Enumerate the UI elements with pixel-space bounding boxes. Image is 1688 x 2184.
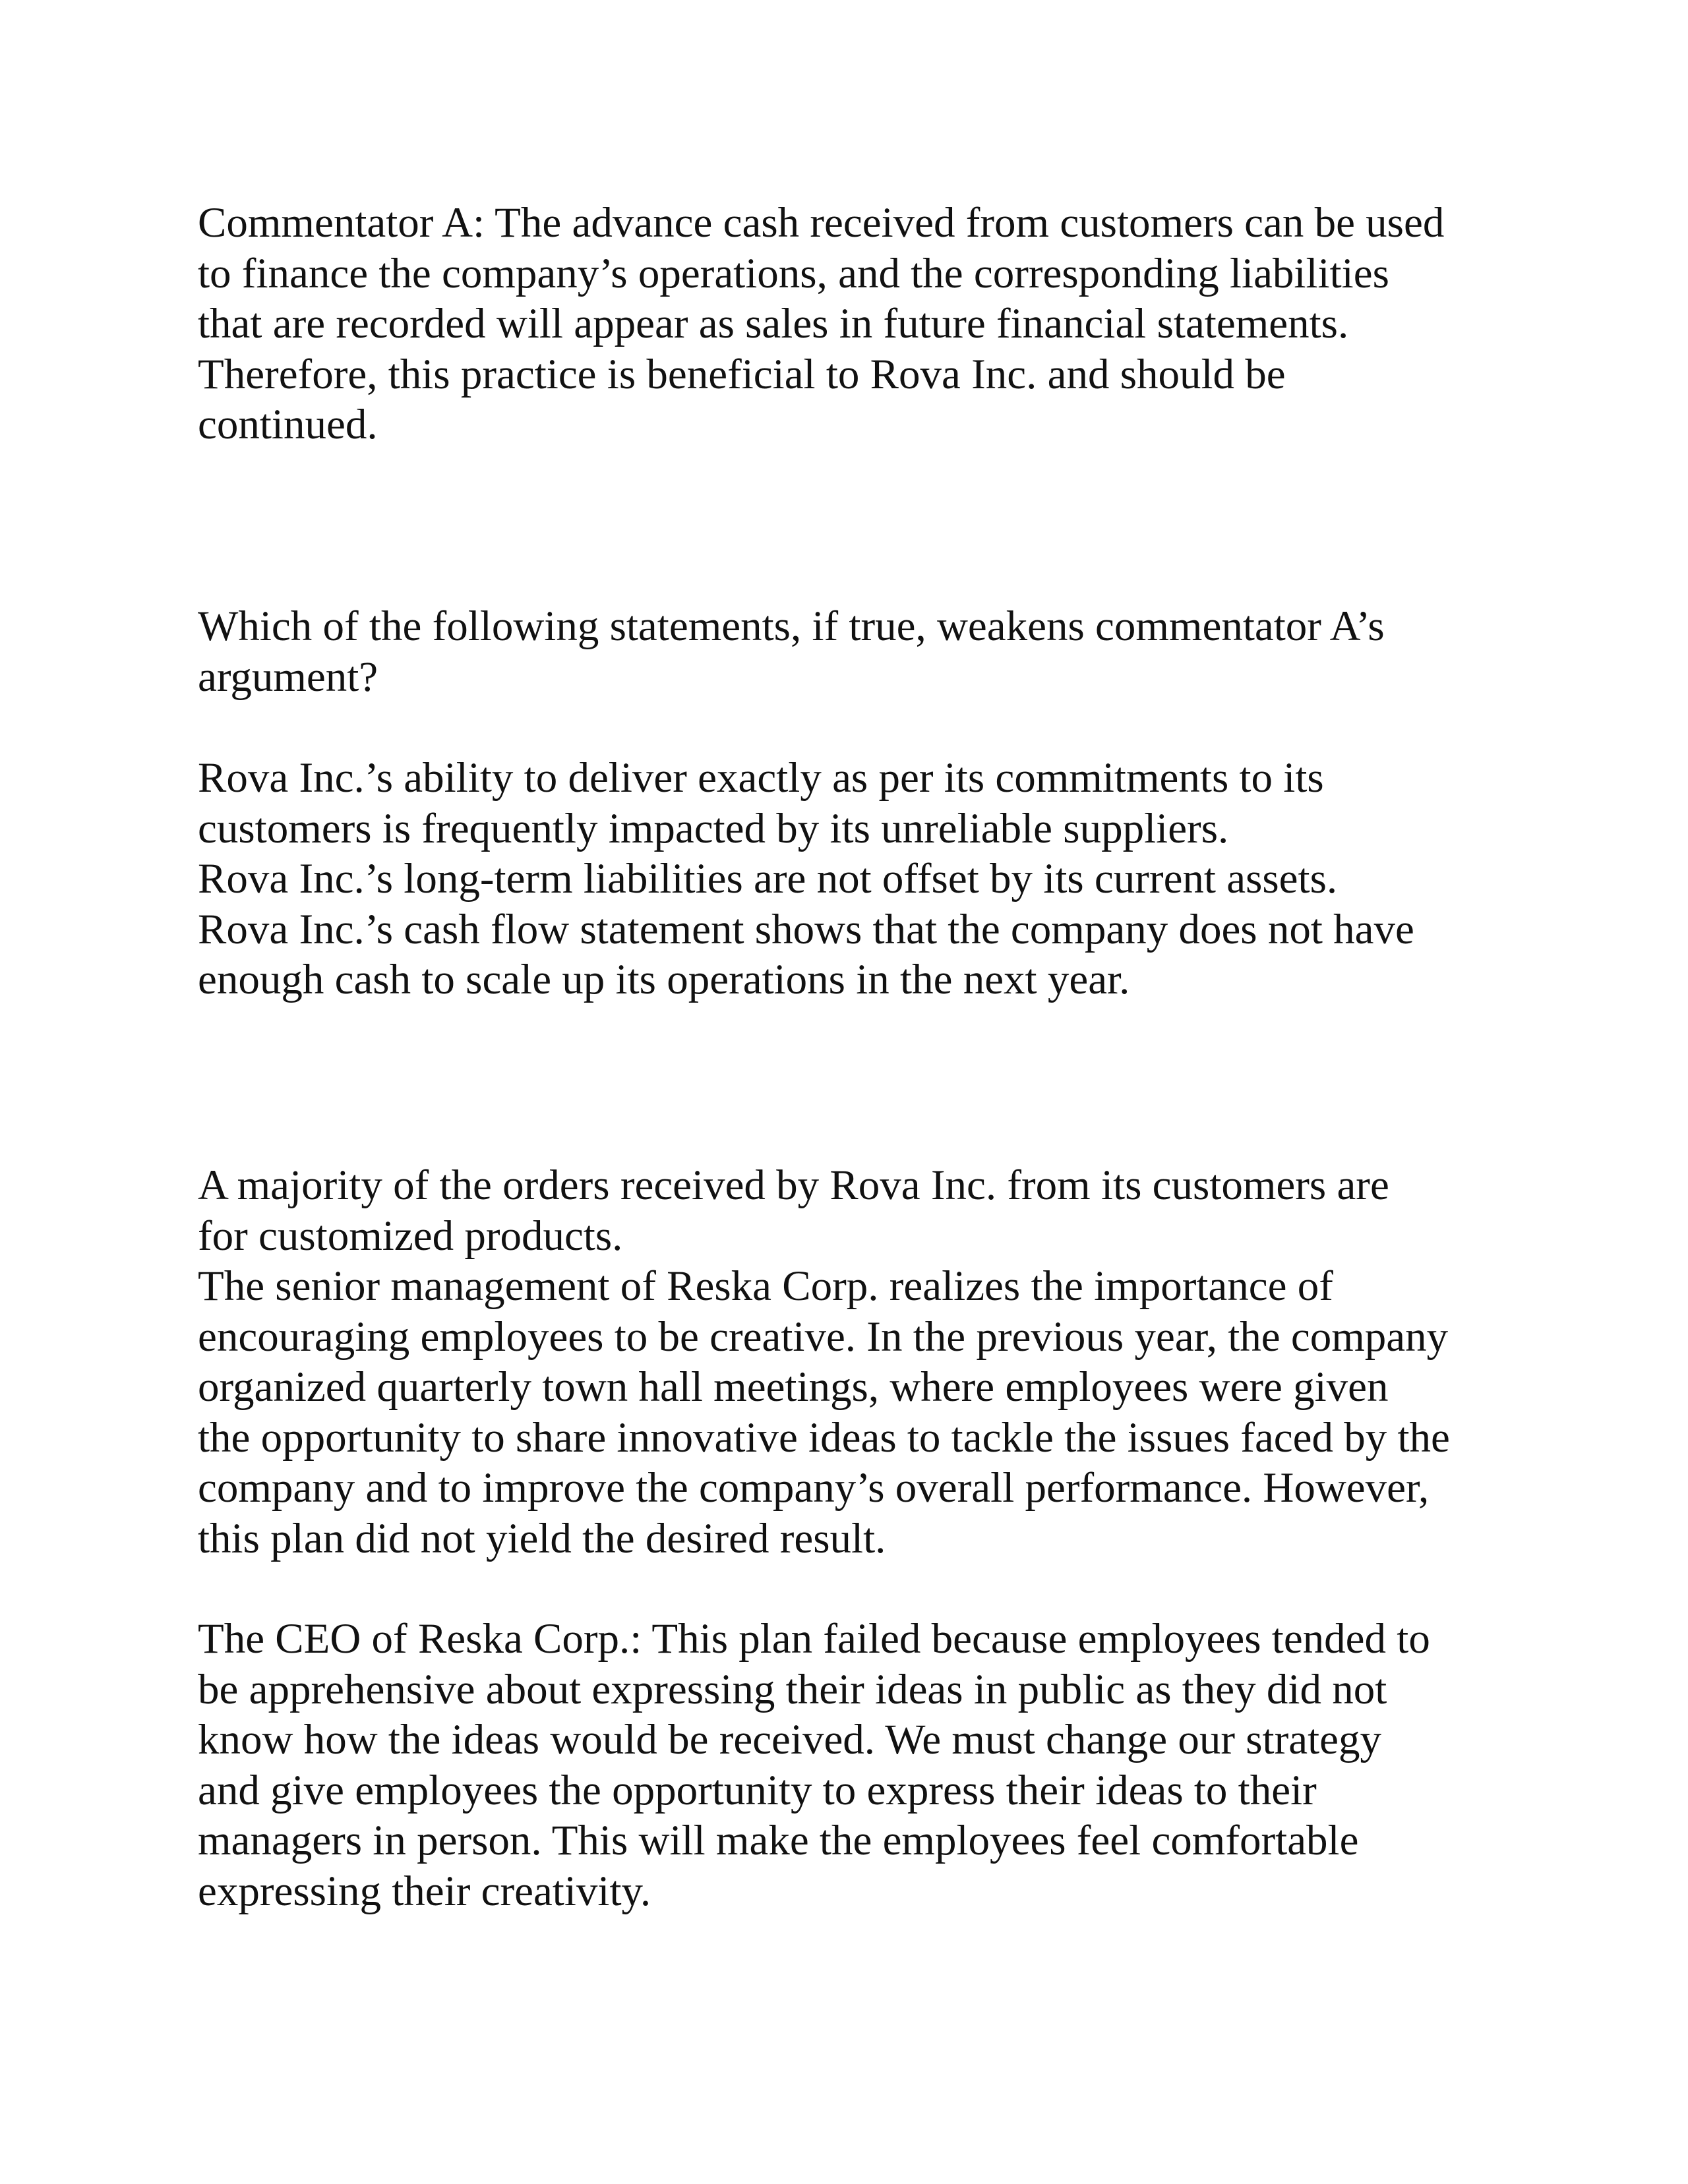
text-line: argument?: [198, 653, 378, 701]
text-line: to finance the company’s operations, and the corresponding liabilities: [198, 249, 1389, 297]
option-and-reska-passage: [198, 1160, 1517, 1564]
text-line: this plan did not yield the desired result.: [198, 1514, 886, 1562]
answer-options-block: [198, 753, 1517, 1005]
text-line: that are recorded will appear as sales in future financial statements.: [198, 300, 1349, 347]
text-line: organized quarterly town hall meetings, where employees were given: [198, 1363, 1389, 1411]
text-line: The CEO of Reska Corp.: This plan failed because employees tended to: [198, 1615, 1430, 1663]
question-prompt: [198, 601, 1517, 702]
option-line: Rova Inc.’s long-term liabilities are not offset by its current assets.: [198, 855, 1338, 902]
commentator-a-paragraph: [198, 198, 1517, 450]
text-line: A majority of the orders received by Rova Inc. from its customers are: [198, 1162, 1389, 1209]
option-line: Rova Inc.’s ability to deliver exactly as per its commitments to its: [198, 754, 1324, 802]
text-line: be apprehensive about expressing their ideas in public as they did not: [198, 1665, 1387, 1713]
text-line: and give employees the opportunity to express their ideas to their: [198, 1766, 1317, 1814]
text-line: know how the ideas would be received. We must change our strategy: [198, 1716, 1381, 1763]
option-line: customers is frequently impacted by its unreliable suppliers.: [198, 804, 1229, 852]
text-line: Which of the following statements, if true, weakens commentator A’s: [198, 603, 1385, 650]
text-line: Therefore, this practice is beneficial to Rova Inc. and should be: [198, 350, 1286, 398]
text-line: company and to improve the company’s overall performance. However,: [198, 1464, 1430, 1512]
text-line: encouraging employees to be creative. In the previous year, the company: [198, 1313, 1449, 1361]
text-line: for customized products.: [198, 1212, 623, 1260]
option-line: Rova Inc.’s cash flow statement shows that the company does not have: [198, 905, 1414, 953]
ceo-statement-paragraph: [198, 1614, 1517, 1916]
option-line: enough cash to scale up its operations in the next year.: [198, 956, 1130, 1003]
text-line: continued.: [198, 401, 378, 448]
text-line: the opportunity to share innovative ideas to tackle the issues faced by the: [198, 1413, 1450, 1461]
text-line: The senior management of Reska Corp. realizes the importance of: [198, 1262, 1333, 1310]
text-line: expressing their creativity.: [198, 1867, 651, 1915]
text-line: Commentator A: The advance cash received from customers can be used: [198, 199, 1445, 247]
text-line: managers in person. This will make the employees feel comfortable: [198, 1817, 1359, 1864]
